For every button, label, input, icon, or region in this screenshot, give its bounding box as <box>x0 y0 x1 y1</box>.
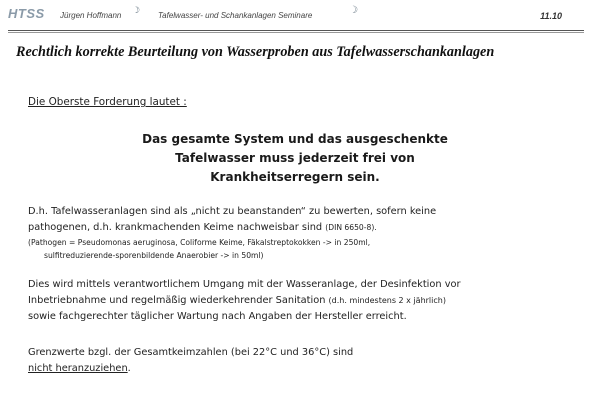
paragraph-line: D.h. Tafelwasseranlagen sind als „nicht zu beanstanden“ zu bewerten, sofern keine <box>28 206 437 217</box>
page-header <box>8 6 584 26</box>
paragraph-line: Dies wird mittels verantwortlichem Umgang mit der Wasseranlage, der Desinfektion vor <box>28 279 461 290</box>
paragraph-text: pathogenen, d.h. krankmachenden Keime nachweisbar sind <box>28 222 326 233</box>
header-divider <box>8 30 584 31</box>
requirement-line: Krankheitserregern sein. <box>210 170 380 184</box>
moon-icon: ☽ <box>132 6 141 16</box>
document-title: Rechtlich korrekte Beurteilung von Wasserproben aus Tafelwasserschankanlagen <box>16 44 495 60</box>
main-requirement <box>0 130 590 187</box>
paragraph-line: sowie fachgerechter täglicher Wartung nach Angaben der Hersteller erreicht. <box>28 311 407 322</box>
paragraph-text: . <box>127 363 131 374</box>
section-subheading: Die Oberste Forderung lautet : <box>28 96 187 108</box>
moon-icon: ☽ <box>349 5 358 16</box>
header-divider <box>8 32 584 33</box>
pathogen-definition: (Pathogen = Pseudomonas aeruginosa, Coliforme Keime, Fäkalstreptokokken -> in 250ml, <box>28 238 371 247</box>
requirement-line: Das gesamte System und das ausgeschenkte <box>142 132 448 146</box>
paragraph-line <box>28 222 377 233</box>
requirement-line: Tafelwasser muss jederzeit frei von <box>175 151 415 165</box>
pathogen-definition: sulfitreduzierende-sporenbildende Anaerobier -> in 50ml) <box>44 251 264 260</box>
paragraph-line <box>28 363 131 374</box>
seminar-title: Tafelwasser- und Schankanlagen Seminare <box>158 11 313 20</box>
htss-logo: HTSS <box>8 6 45 21</box>
paragraph-line: Grenzwerte bzgl. der Gesamtkeimzahlen (bei 22°C und 36°C) sind <box>28 347 354 358</box>
paragraph-text: Inbetriebnahme und regelmäßig wiederkehrender Sanitation <box>28 295 329 306</box>
paragraph-line <box>28 295 446 306</box>
author-name: Jürgen Hoffmann <box>60 11 122 20</box>
page-number: 11.10 <box>540 11 562 21</box>
din-reference: (DIN 6650-8). <box>325 223 377 232</box>
frequency-note: (d.h. mindestens 2 x jährlich) <box>328 296 446 305</box>
underlined-phrase: nicht heranzuziehen <box>28 363 128 374</box>
